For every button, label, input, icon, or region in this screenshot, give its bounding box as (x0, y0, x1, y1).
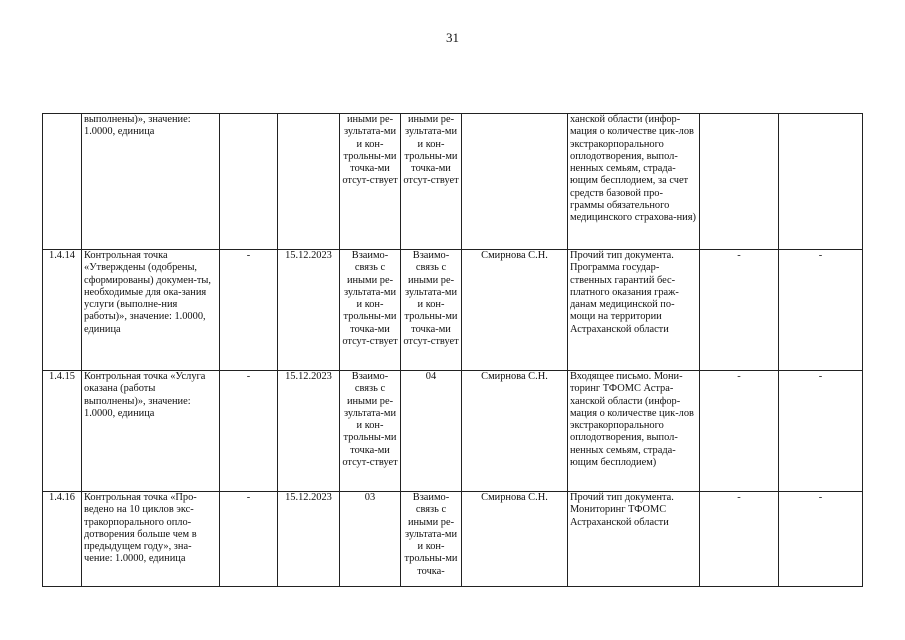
col9-cell: - (700, 492, 779, 587)
col10-cell: - (779, 492, 863, 587)
plan-value-cell: Взаимо-связь с иными ре-зультата-ми и кон-трольны-ми точка-ми отсут-ствует (340, 371, 401, 492)
date-cell: 15.12.2023 (278, 371, 340, 492)
responsible-cell: Смирнова С.Н. (462, 250, 568, 371)
col10-cell (779, 114, 863, 250)
control-points-table (42, 113, 863, 587)
document-cell: Прочий тип документа. Программа государ-ственных гарантий бес-платного оказания граж-данам медицинской по-мощи на территории Астраханской области (568, 250, 700, 371)
row-number: 1.4.16 (43, 492, 82, 587)
table-row (43, 371, 863, 492)
fact-value-cell: Взаимо-связь с иными ре-зультата-ми и кон-трольны-ми точка-ми отсут-ствует (401, 250, 462, 371)
table-row (43, 114, 863, 250)
date-cell (278, 114, 340, 250)
basis-cell: - (220, 250, 278, 371)
col9-cell: - (700, 371, 779, 492)
basis-cell (220, 114, 278, 250)
basis-cell: - (220, 492, 278, 587)
control-point-name: выполнены)», значение: 1.0000, единица (82, 114, 220, 250)
control-point-name: Контрольная точка «Про-ведено на 10 циклов экс-тракорпорального опло-дотворения больше чем в предыдущем году», зна-чение: 1.0000, единица (82, 492, 220, 587)
plan-value-cell: Взаимо-связь с иными ре-зультата-ми и кон-трольны-ми точка-ми отсут-ствует (340, 250, 401, 371)
plan-value-cell: иными ре-зультата-ми и кон-трольны-ми точка-ми отсут-ствует (340, 114, 401, 250)
responsible-cell: Смирнова С.Н. (462, 371, 568, 492)
row-number: 1.4.14 (43, 250, 82, 371)
page-number: 31 (446, 30, 459, 45)
fact-value-cell: иными ре-зультата-ми и кон-трольны-ми точка-ми отсут-ствует (401, 114, 462, 250)
control-point-name: Контрольная точка «Утверждены (одобрены, сформированы) докумен-ты, необходимые для ока-зания услуги (выполне-ния работы)», значение: 1.0000, единица (82, 250, 220, 371)
col9-cell: - (700, 250, 779, 371)
col10-cell: - (779, 371, 863, 492)
fact-value-cell: 04 (401, 371, 462, 492)
control-point-name: Контрольная точка «Услуга оказана (работы выполнены)», значение: 1.0000, единица (82, 371, 220, 492)
col9-cell (700, 114, 779, 250)
document-cell: Входящее письмо. Мони-торинг ТФОМС Астра-ханской области (инфор-мация о количестве цик-лов экстракорпорального оплодотворения, выпол-ненных семьям, страда-ющим бесплодием) (568, 371, 700, 492)
date-cell: 15.12.2023 (278, 492, 340, 587)
responsible-cell (462, 114, 568, 250)
table-row (43, 492, 863, 587)
fact-value-cell: Взаимо-связь с иными ре-зультата-ми и кон-трольны-ми точка- (401, 492, 462, 587)
basis-cell: - (220, 371, 278, 492)
date-cell: 15.12.2023 (278, 250, 340, 371)
plan-value-cell: 03 (340, 492, 401, 587)
col10-cell: - (779, 250, 863, 371)
table-row (43, 250, 863, 371)
document-cell: ханской области (инфор-мация о количестве цик-лов экстракорпорального оплодотворения, выпол-ненных семьям, страда-ющим бесплодием, за счет средств базовой про-граммы обязательного медицинского страхова-ния) (568, 114, 700, 250)
row-number: 1.4.15 (43, 371, 82, 492)
responsible-cell: Смирнова С.Н. (462, 492, 568, 587)
row-number (43, 114, 82, 250)
document-cell: Прочий тип документа. Мониторинг ТФОМС Астраханской области (568, 492, 700, 587)
